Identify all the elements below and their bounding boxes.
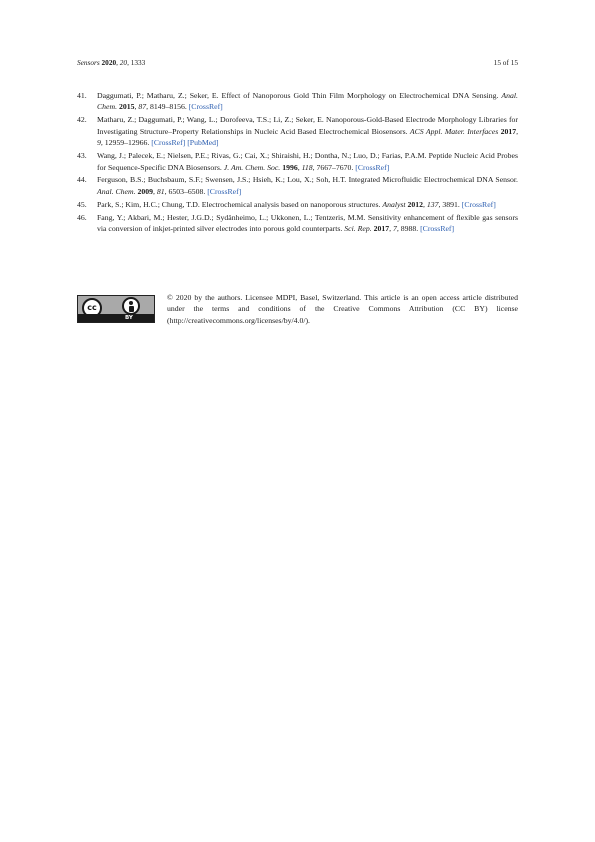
reference-journal: Anal. Chem. xyxy=(97,186,136,196)
reference-item: 44. Ferguson, B.S.; Buchsbaum, S.F.; Swensen, J.S.; Hsieh, K.; Lou, X.; Soh, H.T. Integrated Microfluidic Electrochemical DNA Sensor. Anal. Chem. 2009, 81, 6503–6508. [CrossRef] xyxy=(77,175,518,196)
reference-journal: J. Am. Chem. Soc. xyxy=(223,162,281,172)
reference-year: 2012 xyxy=(407,199,424,209)
reference-year: 2015 xyxy=(118,102,135,112)
journal-year: 2020 xyxy=(101,58,117,67)
reference-item: 42. Matharu, Z.; Daggumati, P.; Wang, L.; Dorofeeva, T.S.; Li, Z.; Seker, E. Nanoporous-Gold-Based Electrode Morphology Libraries for Investigating Structure–Property Relationships in Nucleic Acid Based Electrochemical Biosensors. ACS Appl. Mater. Interfaces 2017, 9, 12959–12966. [CrossRef] [PubMed] xyxy=(77,115,519,148)
reference-pages: , 6503–6508. xyxy=(164,186,206,196)
reference-number: 43. xyxy=(77,151,87,161)
crossref-link[interactable]: [CrossRef] xyxy=(151,138,186,148)
reference-pages: , 12959–12966. xyxy=(100,138,150,148)
reference-number: 41. xyxy=(77,91,87,100)
reference-list xyxy=(77,90,518,236)
reference-journal: Sci. Rep. xyxy=(344,224,372,234)
reference-text: Park, S.; Kim, H.C.; Chung, T.D. Electrochemical analysis based on nanoporous structures. xyxy=(97,199,381,209)
journal-citation: Sensors 2020, 20, 1333 xyxy=(77,58,146,67)
reference-journal: ACS Appl. Mater. Interfaces xyxy=(409,126,499,136)
reference-number: 46. xyxy=(77,212,87,222)
license-block xyxy=(77,292,518,332)
journal-name: Sensors xyxy=(77,58,100,67)
reference-volume: 81 xyxy=(156,186,165,196)
reference-text: Ferguson, B.S.; Buchsbaum, S.F.; Swensen, J.S.; Hsieh, K.; Lou, X.; Soh, H.T. Integrated Microfluidic Electrochemical DNA Sensor. xyxy=(97,175,518,185)
reference-pages: , 8149–8156. xyxy=(146,102,187,112)
reference-year: 2009 xyxy=(137,186,153,196)
crossref-link[interactable]: [CrossRef] xyxy=(188,102,223,112)
reference-pages: , 7667–7670. xyxy=(312,162,354,172)
reference-item: 41. Daggumati, P.; Matharu, Z.; Seker, E. Effect of Nanoporous Gold Thin Film Morphology on Electrochemical DNA Sensing. Anal. Chem. 2015, 87, 8149–8156. [CrossRef] xyxy=(77,91,518,112)
badge-bar xyxy=(78,314,154,322)
journal-volume: 20 xyxy=(119,58,128,67)
reference-number: 42. xyxy=(77,115,87,125)
reference-year: 2017 xyxy=(373,224,390,234)
reference-number: 44. xyxy=(77,175,87,185)
reference-year: 1996 xyxy=(282,162,298,172)
reference-number: 45. xyxy=(77,199,87,209)
cc-icon: cc xyxy=(82,298,102,318)
license-text: © 2020 by the authors. Licensee MDPI, Basel, Switzerland. This article is an open access article distributed under the terms and conditions of the Creative Commons Attribution (CC BY) license (http://creativecommons.org/licenses/by/4.0/). xyxy=(167,293,518,325)
reference-volume: 9 xyxy=(97,138,101,148)
running-header xyxy=(77,57,518,69)
reference-journal: Analyst xyxy=(382,199,406,209)
article-number: 1333 xyxy=(130,58,146,67)
reference-text: Daggumati, P.; Matharu, Z.; Seker, E. Effect of Nanoporous Gold Thin Film Morphology on Electrochemical DNA Sensing. xyxy=(97,91,499,100)
by-label: BY xyxy=(125,315,133,321)
reference-item: 45. Park, S.; Kim, H.C.; Chung, T.D. Electrochemical analysis based on nanoporous structures. Analyst 2012, 137, 3891. [CrossRef] xyxy=(77,199,496,209)
reference-volume: 87 xyxy=(138,102,147,112)
reference-item: 43. Wang, J.; Palecek, E.; Nielsen, P.E.; Rivas, G.; Cai, X.; Shiraishi, H.; Dontha, N.; Luo, D.; Farias, P.A.M. Peptide Nucleic Acid Probes for Sequence-Specific DNA Biosensors. J. Am. Chem. Soc. 1996, 118, 7667–7670. [CrossRef] xyxy=(77,151,518,172)
reference-text: Fang, Y.; Akbari, M.; Hester, J.G.D.; Sydänheimo, L.; Ukkonen, L.; Tentzeris, M.M. Sensitivity enhancement of flexible gas sensors via conversion of inkjet-printed silver electrodes into porous gold counterparts. xyxy=(97,212,518,234)
cc-by-badge[interactable] xyxy=(77,295,155,323)
reference-pages: , 8988. xyxy=(396,224,419,234)
reference-item: 46. Fang, Y.; Akbari, M.; Hester, J.G.D.; Sydänheimo, L.; Ukkonen, L.; Tentzeris, M.M. Sensitivity enhancement of flexible gas sensors via conversion of inkjet-printed silver electrodes into porous gold counterparts. Sci. Rep. 2017, 7, 8988. [CrossRef] xyxy=(77,212,518,234)
reference-volume: 137 xyxy=(426,199,439,209)
reference-volume: 118 xyxy=(301,162,313,172)
crossref-link[interactable]: [CrossRef] xyxy=(207,186,242,196)
page-number: 15 of 15 xyxy=(493,58,518,67)
crossref-link[interactable]: [CrossRef] xyxy=(355,162,390,172)
reference-pages: , 3891. xyxy=(438,199,460,209)
reference-journal: Anal. Chem. xyxy=(97,91,518,112)
crossref-link[interactable]: [CrossRef] xyxy=(420,224,455,234)
reference-text: Wang, J.; Palecek, E.; Nielsen, P.E.; Rivas, G.; Cai, X.; Shiraishi, H.; Dontha, N.; Luo, D.; Farias, P.A.M. Peptide Nucleic Acid Probes for Sequence-Specific DNA Biosensors. xyxy=(97,151,518,172)
crossref-link[interactable]: [CrossRef] xyxy=(461,199,496,209)
reference-text: Matharu, Z.; Daggumati, P.; Wang, L.; Dorofeeva, T.S.; Li, Z.; Seker, E. Nanoporous-Gold-Based Electrode Morphology Libraries for Investigating Structure–Property Relationships in Nucleic Acid Based Electrochemical Biosensors. xyxy=(97,115,518,136)
attribution-person-icon xyxy=(122,297,140,315)
pubmed-link[interactable]: [PubMed] xyxy=(187,138,219,148)
reference-volume: 7 xyxy=(392,224,397,234)
reference-year: 2017 xyxy=(500,126,517,136)
